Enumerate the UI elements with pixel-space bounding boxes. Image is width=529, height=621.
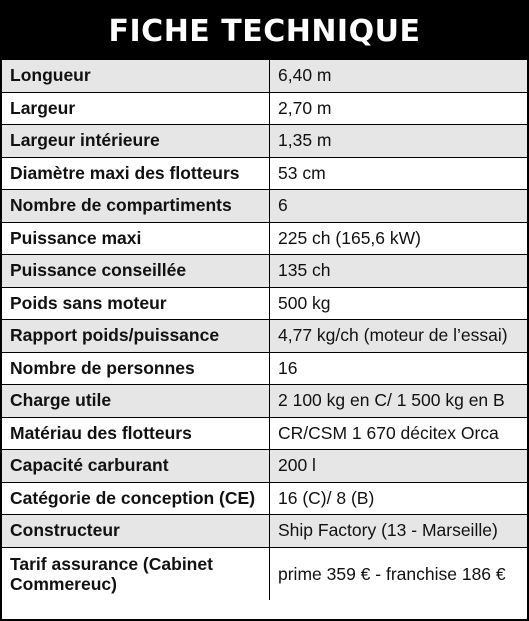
row-label: Constructeur xyxy=(2,515,270,548)
row-label: Catégorie de conception (CE) xyxy=(2,482,270,515)
row-value: 135 ch xyxy=(270,255,528,288)
row-value: Ship Factory (13 - Marseille) xyxy=(270,515,528,548)
row-value: 500 kg xyxy=(270,287,528,320)
table-row xyxy=(2,352,527,385)
row-label: Capacité carburant xyxy=(2,450,270,483)
row-label: Largeur xyxy=(2,92,270,125)
table-row xyxy=(2,385,527,418)
table-row xyxy=(2,255,527,288)
row-label: Largeur intérieure xyxy=(2,125,270,158)
spec-table xyxy=(2,60,527,600)
row-label: Nombre de personnes xyxy=(2,352,270,385)
table-row xyxy=(2,417,527,450)
row-label: Tarif assurance (Cabinet Commereuc) xyxy=(2,547,270,600)
row-value: 2 100 kg en C/ 1 500 kg en B xyxy=(270,385,528,418)
table-row xyxy=(2,320,527,353)
row-value: CR/CSM 1 670 décitex Orca xyxy=(270,417,528,450)
row-value: 2,70 m xyxy=(270,92,528,125)
table-row xyxy=(2,222,527,255)
table-row xyxy=(2,157,527,190)
row-label: Diamètre maxi des flotteurs xyxy=(2,157,270,190)
row-label: Rapport poids/puissance xyxy=(2,320,270,353)
table-row xyxy=(2,92,527,125)
row-value: 4,77 kg/ch (moteur de l’essai) xyxy=(270,320,528,353)
table-row xyxy=(2,125,527,158)
sheet-title: FICHE TECHNIQUE xyxy=(2,2,527,60)
row-value: 200 l xyxy=(270,450,528,483)
row-label: Charge utile xyxy=(2,385,270,418)
table-row xyxy=(2,450,527,483)
row-value: 16 (C)/ 8 (B) xyxy=(270,482,528,515)
row-value: prime 359 € - franchise 186 € xyxy=(270,547,528,600)
row-label: Longueur xyxy=(2,60,270,92)
row-label: Puissance conseillée xyxy=(2,255,270,288)
table-row xyxy=(2,190,527,223)
table-row xyxy=(2,547,527,600)
row-value: 6 xyxy=(270,190,528,223)
row-value: 225 ch (165,6 kW) xyxy=(270,222,528,255)
row-value: 16 xyxy=(270,352,528,385)
row-label: Nombre de compartiments xyxy=(2,190,270,223)
row-label: Poids sans moteur xyxy=(2,287,270,320)
row-value: 1,35 m xyxy=(270,125,528,158)
row-value: 6,40 m xyxy=(270,60,528,92)
table-row xyxy=(2,287,527,320)
row-label: Puissance maxi xyxy=(2,222,270,255)
table-row xyxy=(2,515,527,548)
row-label: Matériau des flotteurs xyxy=(2,417,270,450)
table-row xyxy=(2,60,527,92)
table-row xyxy=(2,482,527,515)
row-value: 53 cm xyxy=(270,157,528,190)
